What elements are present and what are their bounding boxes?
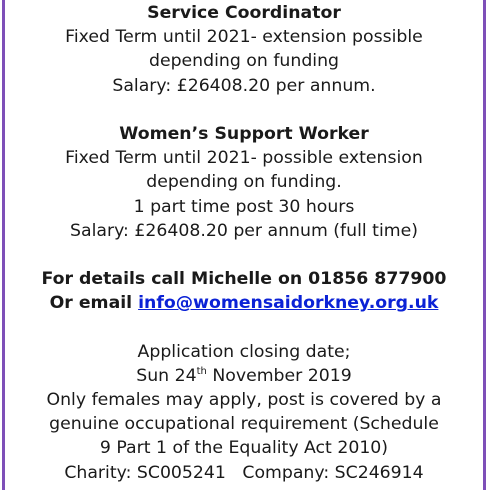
spacer xyxy=(5,315,483,339)
role-title-support-worker: Women’s Support Worker xyxy=(119,123,369,144)
role-term: Fixed Term until 2021- extension possible xyxy=(65,27,423,48)
closing-date-ordinal: th xyxy=(196,366,207,378)
contact-call: For details call Michelle on 01856 877900 xyxy=(41,269,447,290)
job-advert xyxy=(5,0,483,485)
role-funding: depending on funding. xyxy=(146,172,342,193)
eligibility-note: Only females may apply, post is covered by a xyxy=(46,390,442,410)
email-link[interactable]: info@womensaidorkney.org.uk xyxy=(138,293,439,314)
role-funding: depending on funding xyxy=(148,51,340,72)
eligibility-note: 9 Part 1 of the Equality Act 2010) xyxy=(99,438,389,459)
role-salary: Salary: £26408.20 per annum. xyxy=(112,75,376,96)
role-hours: 1 part time post 30 hours xyxy=(133,196,355,217)
contact-email-line xyxy=(5,291,483,315)
closing-date xyxy=(5,364,483,388)
spacer xyxy=(5,243,483,267)
role-salary: Salary: £26408.20 per annum (full time) xyxy=(70,220,418,241)
email-prefix: Or email xyxy=(49,293,139,314)
eligibility-note: genuine occupational requirement (Schedule xyxy=(49,414,439,435)
closing-date-day: Sun 24 xyxy=(136,365,197,386)
registration-numbers: Charity: SC005241 Company: SC246914 xyxy=(64,462,424,483)
closing-date-rest: November 2019 xyxy=(206,365,352,386)
closing-label: Application closing date; xyxy=(137,341,351,362)
right-border xyxy=(483,0,486,490)
role-title-service-coordinator: Service Coordinator xyxy=(147,3,341,23)
spacer xyxy=(5,98,483,122)
role-term: Fixed Term until 2021- possible extension xyxy=(65,148,423,169)
